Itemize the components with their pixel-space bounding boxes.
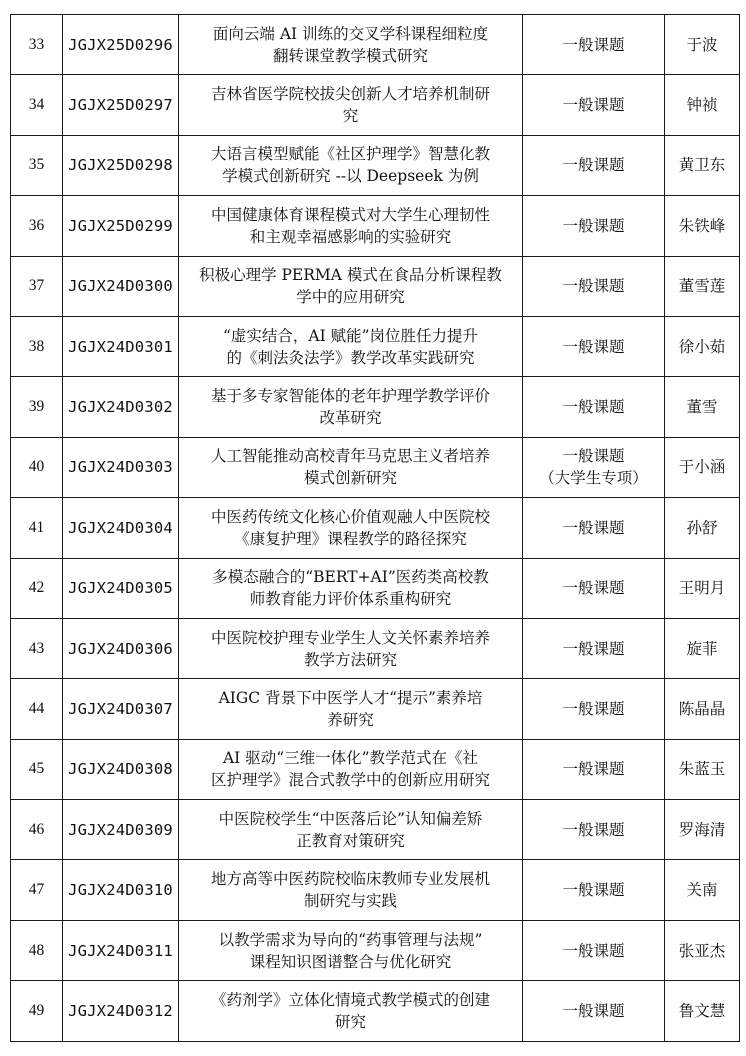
project-title-line2: 养研究 [327,710,374,729]
project-title-line2: 制研究与实践 [303,892,397,911]
category-line1: 一般课题 [562,216,625,235]
project-code-cell: JGJX24D0304 [63,498,179,558]
project-code-cell: JGJX25D0297 [63,75,179,135]
row-number-cell: 33 [11,15,63,75]
project-code-cell: JGJX24D0309 [63,800,179,860]
table-row [11,15,740,75]
project-title-cell [179,256,523,316]
project-title-line2: 研究 [334,1012,366,1031]
project-title-line1: 中医药传统文化核心价值观融人中医院校 [210,507,490,526]
project-title-cell [179,920,523,980]
project-title-line1: 地方高等中医药院校临床教师专业发展机 [210,870,490,889]
project-title-cell [179,135,523,195]
table-row [11,377,740,437]
person-cell: 董雪莲 [665,256,740,316]
table-row [11,618,740,678]
category-cell [523,739,665,799]
table-row [11,739,740,799]
row-number-cell: 40 [11,437,63,497]
project-title-line1: 吉林省医学院校拔尖创新人才培养机制研 [210,85,490,104]
project-code-cell: JGJX24D0305 [63,558,179,618]
category-line1: 一般课题 [562,337,625,356]
project-title-line2: 模式创新研究 [303,469,397,488]
row-number-cell: 37 [11,256,63,316]
category-line1: 一般课题 [562,447,625,466]
person-cell: 旋菲 [665,618,740,678]
row-number-cell: 47 [11,860,63,920]
category-line1: 一般课题 [562,699,625,718]
project-title-line2: 教学方法研究 [303,650,397,669]
category-cell [523,981,665,1041]
person-cell: 陈晶晶 [665,679,740,739]
project-title-cell [179,860,523,920]
category-cell [523,256,665,316]
category-cell [523,558,665,618]
person-cell: 徐小茹 [665,316,740,376]
project-title-line1: 大语言模型赋能《社区护理学》智慧化教 [210,145,490,164]
row-number-cell: 41 [11,498,63,558]
person-cell: 张亚杰 [665,920,740,980]
project-title-line2: 课程知识图谱整合与优化研究 [249,952,452,971]
person-cell: 朱蓝玉 [665,739,740,799]
category-cell [523,679,665,739]
project-code-cell: JGJX25D0299 [63,196,179,256]
table-row [11,679,740,739]
category-line1: 一般课题 [562,1001,625,1020]
table-body [11,15,740,1042]
project-title-cell [179,437,523,497]
project-title-line2: 究 [342,107,359,126]
category-cell [523,15,665,75]
person-cell: 于波 [665,15,740,75]
table-row [11,558,740,618]
project-title-line1: 中医院校学生“中医落后论”认知偏差矫 [218,809,483,828]
project-code-cell: JGJX24D0301 [63,316,179,376]
category-cell [523,920,665,980]
row-number-cell: 46 [11,800,63,860]
project-title-line1: 中医院校护理专业学生人文关怀素养培养 [210,628,490,647]
table-row [11,920,740,980]
person-cell: 孙舒 [665,498,740,558]
project-title-cell [179,316,523,376]
project-title-line1: 基于多专家智能体的老年护理学教学评价 [210,387,490,406]
project-title-line1: 多模态融合的“BERT+AI”医药类高校教 [212,568,489,587]
project-title-line2: 学模式创新研究 --以 Deepseek 为例 [222,167,479,186]
person-cell: 钟祯 [665,75,740,135]
project-title-line1: “虚实结合，AI 赋能”岗位胜任力提升 [222,326,479,345]
project-title-cell [179,679,523,739]
project-title-cell [179,377,523,437]
category-cell [523,135,665,195]
table-row [11,316,740,376]
project-code-cell: JGJX24D0306 [63,618,179,678]
category-line2: （大学生专项） [539,469,648,488]
category-line1: 一般课题 [562,277,625,296]
project-code-cell: JGJX24D0312 [63,981,179,1041]
table-row [11,498,740,558]
category-line1: 一般课题 [562,398,625,417]
project-title-line1: AIGC 背景下中医学人才“提示”素养培 [218,688,483,707]
table-row [11,196,740,256]
table-row [11,800,740,860]
project-code-cell: JGJX24D0302 [63,377,179,437]
row-number-cell: 44 [11,679,63,739]
row-number-cell: 42 [11,558,63,618]
project-title-line1: 面向云端 AI 训练的交叉学科课程细粒度 [212,24,489,43]
row-number-cell: 48 [11,920,63,980]
category-line1: 一般课题 [562,760,625,779]
project-title-cell [179,75,523,135]
category-line1: 一般课题 [562,96,625,115]
table-row [11,256,740,316]
person-cell: 鲁文慧 [665,981,740,1041]
project-title-cell [179,981,523,1041]
row-number-cell: 36 [11,196,63,256]
row-number-cell: 43 [11,618,63,678]
category-line1: 一般课题 [562,579,625,598]
category-line1: 一般课题 [562,518,625,537]
project-title-line2: 正教育对策研究 [296,831,405,850]
table-row [11,75,740,135]
category-line1: 一般课题 [562,881,625,900]
project-code-cell: JGJX24D0307 [63,679,179,739]
row-number-cell: 45 [11,739,63,799]
project-title-line2: 翻转课堂教学模式研究 [272,46,428,65]
person-cell: 关南 [665,860,740,920]
category-cell [523,437,665,497]
project-title-line1: 中国健康体育课程模式对大学生心理韧性 [210,205,490,224]
project-code-cell: JGJX25D0298 [63,135,179,195]
category-line1: 一般课题 [562,639,625,658]
person-cell: 董雪 [665,377,740,437]
category-line1: 一般课题 [562,35,625,54]
category-cell [523,618,665,678]
table-row [11,981,740,1041]
project-title-cell [179,739,523,799]
person-cell: 黄卫东 [665,135,740,195]
project-title-cell [179,15,523,75]
person-cell: 罗海清 [665,800,740,860]
category-cell [523,498,665,558]
category-line1: 一般课题 [562,156,625,175]
project-title-cell [179,498,523,558]
table-row [11,135,740,195]
row-number-cell: 35 [11,135,63,195]
project-code-cell: JGJX25D0296 [63,15,179,75]
category-cell [523,377,665,437]
project-title-line1: 《药剂学》立体化情境式教学模式的创建 [210,990,490,1009]
project-title-cell [179,618,523,678]
category-cell [523,196,665,256]
project-code-cell: JGJX24D0308 [63,739,179,799]
row-number-cell: 39 [11,377,63,437]
project-title-line1: AI 驱动“三维一体化”教学范式在《社 [222,749,479,768]
category-cell [523,316,665,376]
table-row [11,860,740,920]
project-code-cell: JGJX24D0311 [63,920,179,980]
project-title-line2: 区护理学》混合式教学中的创新应用研究 [210,771,490,790]
category-line1: 一般课题 [562,820,625,839]
category-cell [523,75,665,135]
category-line1: 一般课题 [562,941,625,960]
category-cell [523,860,665,920]
project-title-line2: 改革研究 [319,409,382,428]
person-cell: 于小涵 [665,437,740,497]
person-cell: 王明月 [665,558,740,618]
project-title-line2: 师教育能力评价体系重构研究 [249,590,452,609]
project-title-cell [179,558,523,618]
project-title-line2: 《康复护理》课程教学的路径探究 [234,529,467,548]
category-cell [523,800,665,860]
project-title-line1: 积极心理学 PERMA 模式在食品分析课程教 [199,266,502,285]
project-table [10,14,740,1042]
table-row [11,437,740,497]
row-number-cell: 34 [11,75,63,135]
row-number-cell: 49 [11,981,63,1041]
person-cell: 朱铁峰 [665,196,740,256]
project-code-cell: JGJX24D0300 [63,256,179,316]
project-title-line1: 人工智能推动高校青年马克思主义者培养 [210,447,490,466]
project-title-line1: 以教学需求为导向的“药事管理与法规” [218,930,483,949]
project-code-cell: JGJX24D0310 [63,860,179,920]
project-title-cell [179,800,523,860]
project-title-line2: 和主观幸福感影响的实验研究 [249,227,452,246]
row-number-cell: 38 [11,316,63,376]
project-code-cell: JGJX24D0303 [63,437,179,497]
project-title-line2: 学中的应用研究 [296,288,405,307]
project-title-line2: 的《刺法灸法学》教学改革实践研究 [226,348,475,367]
project-title-cell [179,196,523,256]
